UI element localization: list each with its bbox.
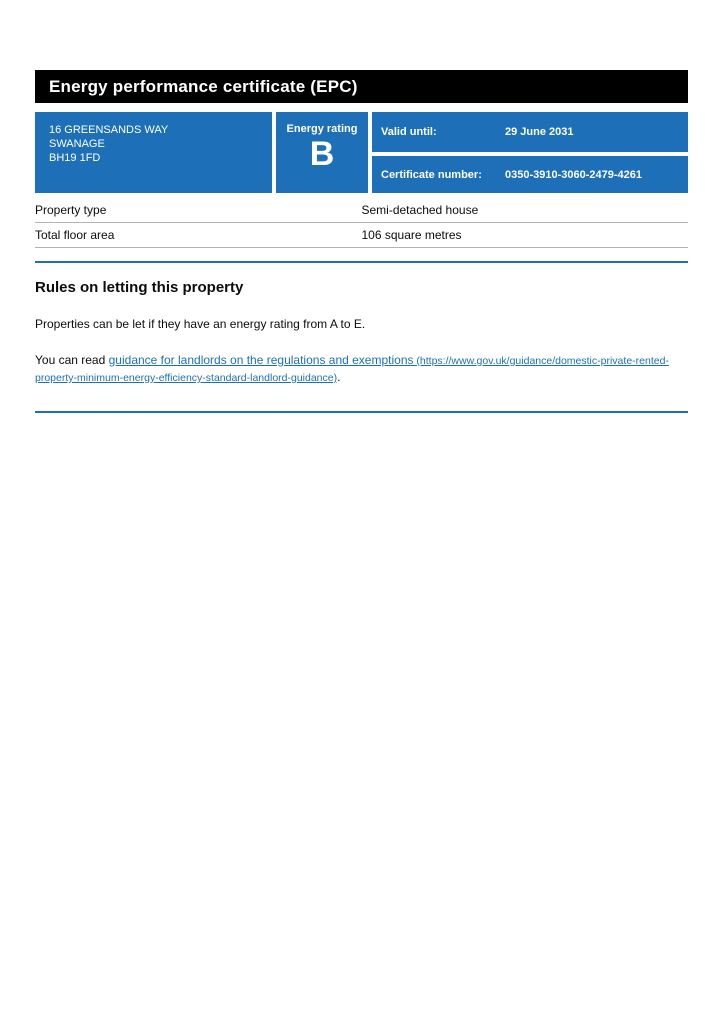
property-type-label: Property type bbox=[35, 203, 107, 217]
certificate-number-value: 0350-3910-3060-2479-4261 bbox=[505, 168, 643, 181]
certificate-summary-strip bbox=[35, 112, 688, 193]
property-address-box bbox=[35, 112, 272, 193]
guidance-link-url[interactable]: (https://www.gov.uk/guidance/domestic-private-rented-property-minimum-energy-efficiency-standard-landlord-guidance) bbox=[35, 355, 669, 384]
rules-section-heading: Rules on letting this property bbox=[35, 279, 244, 296]
energy-rating-value: B bbox=[309, 135, 335, 173]
valid-until-row bbox=[372, 112, 688, 152]
certificate-number-label: Certificate number: bbox=[381, 168, 482, 181]
certificate-number-row bbox=[372, 156, 688, 193]
address-line-3: BH19 1FD bbox=[49, 152, 101, 164]
page-title: Energy performance certificate (EPC) bbox=[49, 76, 358, 96]
valid-until-value: 29 June 2031 bbox=[505, 126, 574, 138]
energy-rating-box bbox=[276, 112, 368, 193]
validity-column bbox=[372, 112, 688, 193]
floor-area-label: Total floor area bbox=[35, 228, 115, 242]
address-line-2: SWANAGE bbox=[49, 138, 105, 150]
landlord-guidance-link[interactable] bbox=[35, 353, 669, 384]
table-row bbox=[35, 223, 688, 248]
section-divider-top bbox=[35, 261, 688, 263]
property-type-value: Semi-detached house bbox=[361, 203, 479, 217]
guidance-link-text[interactable]: guidance for landlords on the regulations and exemptions bbox=[108, 353, 414, 367]
epc-document bbox=[35, 70, 688, 413]
guidance-text-suffix: . bbox=[337, 370, 341, 384]
energy-rating-label: Energy rating bbox=[286, 123, 358, 135]
property-facts-table bbox=[35, 198, 688, 248]
table-row bbox=[35, 198, 688, 223]
guidance-text-prefix: You can read bbox=[35, 353, 109, 367]
section-divider-bottom bbox=[35, 411, 688, 413]
rules-paragraph: Properties can be let if they have an energy rating from A to E. bbox=[35, 317, 366, 331]
floor-area-value: 106 square metres bbox=[361, 228, 462, 242]
certificate-title-banner bbox=[35, 70, 688, 103]
valid-until-label: Valid until: bbox=[381, 126, 437, 138]
guidance-paragraph bbox=[35, 352, 688, 386]
address-line-1: 16 GREENSANDS WAY bbox=[49, 124, 169, 136]
